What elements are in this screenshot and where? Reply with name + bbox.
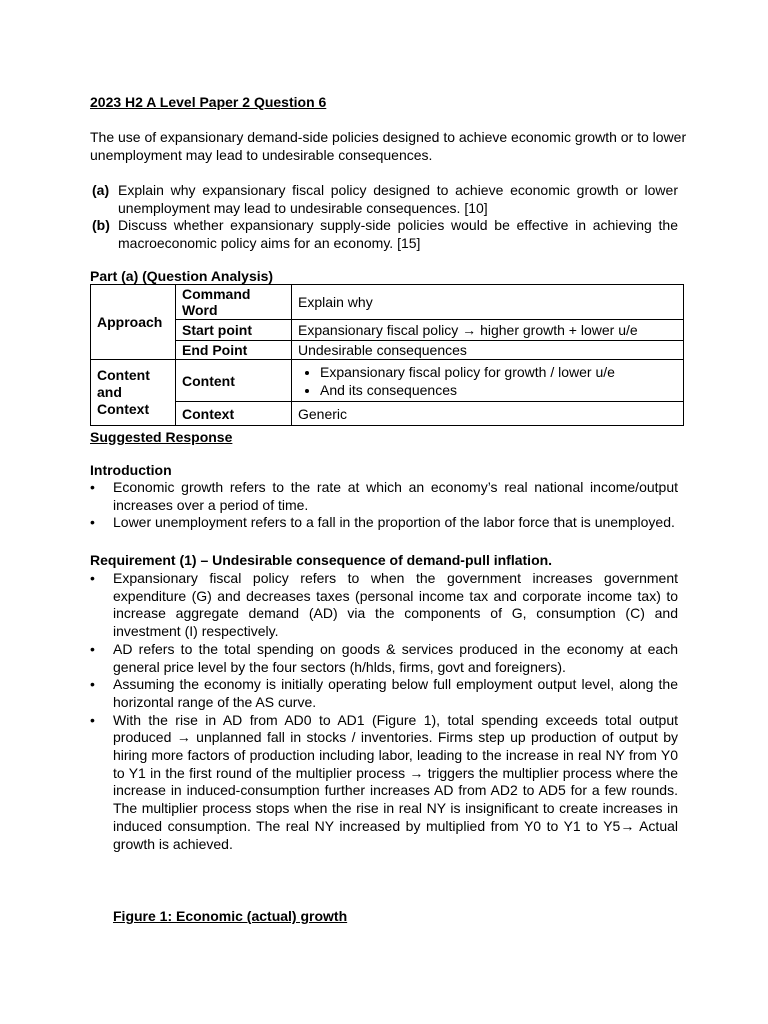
requirement-heading: Requirement (1) – Undesirable consequence of demand-pull inflation. — [90, 552, 553, 568]
list-item: • Expansionary fiscal policy refers to when the government increases government expenditure (G) and decreases taxes (personal income tax and corporate income tax) to increase aggregate demand (AD) via the components of G, consumption (C) and investment (I) respectively. — [90, 570, 678, 641]
question-b-text: Discuss whether expansionary supply-side policies would be effective in achieving the macroeconomic policy aims for an economy. [15] — [118, 217, 678, 251]
list-item: • AD refers to the total spending on goods & services produced in the economy at each general price level by the four sectors (h/hlds, firms, govt and foreigners). — [90, 641, 678, 676]
content-value — [292, 360, 684, 402]
end-point-label: End Point — [176, 341, 292, 360]
list-item: • Lower unemployment refers to a fall in the proportion of the labor force that is unemployed. — [90, 514, 678, 532]
question-a-text: Explain why expansionary fiscal policy designed to achieve economic growth or lower unemployment may lead to undesirable consequences. [10] — [118, 182, 678, 216]
content-list — [298, 363, 677, 399]
requirement-list — [90, 570, 678, 853]
question-a-label: (a) — [92, 182, 110, 198]
context-label: Context — [176, 402, 292, 426]
content-label: Content — [176, 360, 292, 402]
content-item: • And its consequences — [320, 381, 677, 399]
start-point-label: Start point — [176, 320, 292, 341]
content-item: • Expansionary fiscal policy for growth / lower u/e — [320, 363, 677, 381]
list-item: • Assuming the economy is initially operating below full employment output level, along the horizontal range of the AS curve. — [90, 676, 678, 711]
command-word-value: Explain why — [292, 285, 684, 320]
command-word-label: Command Word — [176, 285, 292, 320]
part-a-heading: Part (a) (Question Analysis) — [90, 268, 274, 284]
question-analysis-table — [90, 284, 684, 426]
start-point-value: Expansionary fiscal policy → higher growth + lower u/e — [292, 320, 684, 341]
document-title: 2023 H2 A Level Paper 2 Question 6 — [90, 94, 327, 110]
question-b-label: (b) — [92, 217, 110, 233]
introduction-heading: Introduction — [90, 462, 172, 478]
question-a — [92, 181, 678, 217]
context-value: Generic — [292, 402, 684, 426]
end-point-value: Undesirable consequences — [292, 341, 684, 360]
list-item: • Economic growth refers to the rate at which an economy’s real national income/output increases over a period of time. — [90, 479, 678, 514]
figure-caption: Figure 1: Economic (actual) growth — [113, 908, 348, 924]
list-item: • With the rise in AD from AD0 to AD1 (Figure 1), total spending exceeds total output produced → unplanned fall in stocks / inventories. Firms step up production of output by hiring more factors of production including labor, leading to the increase in real NY from Y0 to Y1 in the first round of the multiplier process → triggers the multiplier process where the increase in induced-consumption further increases AD from AD2 to AD5 for a few rounds. The multiplier process stops when the rise in real NY is insignificant to create increases in induced consumption. The real NY increased by multiplied from Y0 to Y1 to Y5→ Actual growth is achieved. — [90, 712, 678, 854]
suggested-response-heading: Suggested Response — [90, 429, 233, 445]
question-stem: The use of expansionary demand-side policies designed to achieve economic growth or to lower unemployment may lead to undesirable consequences. — [90, 129, 687, 163]
content-context-label: Content and Context — [91, 360, 176, 426]
introduction-list — [90, 479, 678, 532]
question-b — [92, 216, 678, 252]
approach-label: Approach — [91, 285, 176, 360]
